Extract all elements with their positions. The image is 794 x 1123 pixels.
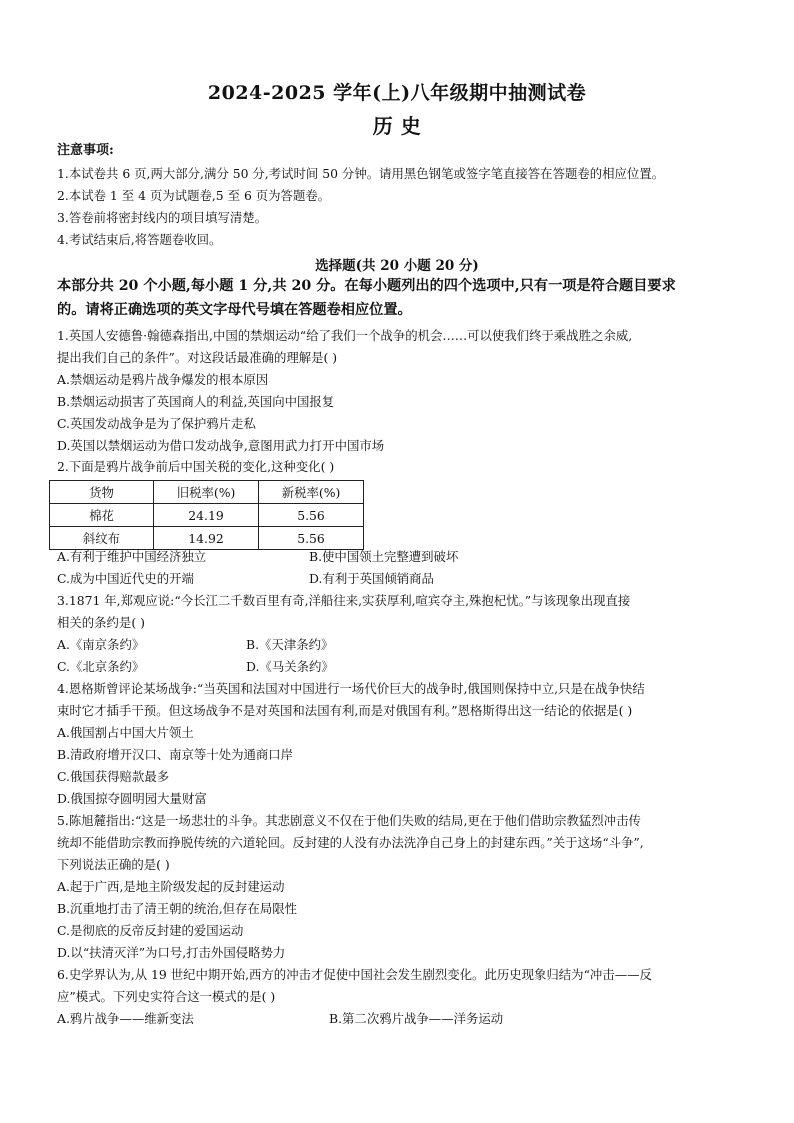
question-stem: 6.史学界认为,从 19 世纪中期开始,西方的冲击才促使中国社会发生剧烈变化。此历史现象归结为“冲击——反	[57, 967, 652, 982]
table-header: 新税率(%)	[259, 481, 364, 504]
option-a: A.起于广西,是地主阶级发起的反封建运动	[57, 879, 285, 894]
option-a: A.鸦片战争——维新变法	[57, 1011, 194, 1026]
table-cell: 棉花	[50, 504, 154, 527]
question-stem: 4.恩格斯曾评论某场战争:“当英国和法国对中国进行一场代价巨大的战争时,俄国则保持中立,只是在战争快结	[57, 681, 645, 696]
question-stem: 5.陈旭麓指出:“这是一场悲壮的斗争。其悲剧意义不仅在于他们失败的结局,更在于他们借助宗教猛烈冲击传	[57, 813, 641, 828]
question-stem: 应”模式。下列史实符合这一模式的是( )	[57, 989, 276, 1004]
question-stem: 2.下面是鸦片战争前后中国关税的变化,这种变化( )	[57, 459, 335, 474]
question-stem: 3.1871 年,郑观应说:“今长江二千数百里有奇,洋船往来,实获厚利,喧宾夺主,殊抱杞忧。”与该现象出现直接	[57, 593, 631, 608]
option-c: C.英国发动战争是为了保护鸦片走私	[57, 416, 256, 431]
table-cell: 5.56	[259, 504, 364, 527]
option-a: A.《南京条约》	[57, 637, 145, 652]
question-stem: 1.英国人安德鲁·翰德森指出,中国的禁烟运动“给了我们一个战争的机会……可以使我们终于乘战胜之余威,	[57, 328, 633, 343]
option-d: D.俄国掠夺圆明园大量财富	[57, 791, 207, 806]
notice-heading: 注意事项:	[57, 143, 114, 158]
section-instruction: 的。请将正确选项的英文字母代号填在答题卷相应位置。	[57, 302, 412, 318]
subject-title: 历 史	[372, 114, 422, 138]
section-title: 选择题(共 20 小题 20 分)	[315, 258, 479, 274]
option-b: B.《天津条约》	[246, 637, 334, 652]
question-stem: 统却不能借助宗教而挣脱传统的六道轮回。反封建的人没有办法洗净自己身上的封建东西。”关于这场“斗争”,	[57, 835, 644, 850]
notice-item: 1.本试卷共 6 页,两大部分,满分 50 分,考试时间 50 分钟。请用黑色钢笔或签字笔直接答在答题卷的相应位置。	[57, 166, 665, 181]
tax-rate-table	[49, 480, 364, 550]
option-d: D.《马关条约》	[246, 659, 334, 674]
table-cell: 24.19	[154, 504, 259, 527]
option-a: A.有利于维护中国经济独立	[57, 549, 207, 564]
table-header-row	[50, 481, 364, 504]
table-cell: 5.56	[259, 527, 364, 550]
question-stem: 提出我们自己的条件”。对这段话最准确的理解是( )	[57, 350, 338, 365]
option-c: C.成为中国近代史的开端	[57, 571, 194, 586]
question-stem: 束时它才插手干预。但这场战争不是对英国和法国有利,而是对俄国有利。”恩格斯得出这一结论的依据是( )	[57, 703, 633, 718]
table-row	[50, 527, 364, 550]
table-cell: 斜纹布	[50, 527, 154, 550]
option-a: A.俄国割占中国大片领土	[57, 725, 194, 740]
option-b: B.清政府增开汉口、南京等十处为通商口岸	[57, 747, 294, 762]
table-header: 货物	[50, 481, 154, 504]
option-d: D.有利于英国倾销商品	[309, 571, 434, 586]
option-c: C.《北京条约》	[57, 659, 145, 674]
table-row	[50, 504, 364, 527]
notice-item: 2.本试卷 1 至 4 页为试题卷,5 至 6 页为答题卷。	[57, 188, 331, 203]
option-b: B.禁烟运动损害了英国商人的利益,英国向中国报复	[57, 394, 335, 409]
question-stem: 下列说法正确的是( )	[57, 857, 170, 872]
section-instruction: 本部分共 20 个小题,每小题 1 分,共 20 分。在每小题列出的四个选项中,只有一项是符合题目要求	[57, 278, 676, 294]
notice-item: 4.考试结束后,将答题卷收回。	[57, 232, 222, 247]
notice-item: 3.答卷前将密封线内的项目填写清楚。	[57, 210, 268, 225]
table-header: 旧税率(%)	[154, 481, 259, 504]
option-d: D.以“扶清灭洋”为口号,打击外国侵略势力	[57, 945, 286, 960]
option-b: B.使中国领土完整遭到破坏	[309, 549, 459, 564]
exam-title: 2024-2025 学年(上)八年级期中抽测试卷	[207, 82, 587, 104]
question-stem: 相关的条约是( )	[57, 615, 145, 630]
table-cell: 14.92	[154, 527, 259, 550]
option-c: C.是彻底的反帝反封建的爱国运动	[57, 923, 244, 938]
option-b: B.第二次鸦片战争——洋务运动	[329, 1011, 504, 1026]
option-a: A.禁烟运动是鸦片战争爆发的根本原因	[57, 372, 269, 387]
option-d: D.英国以禁烟运动为借口发动战争,意图用武力打开中国市场	[57, 438, 385, 453]
option-c: C.俄国获得赔款最多	[57, 769, 170, 784]
option-b: B.沉重地打击了清王朝的统治,但存在局限性	[57, 901, 298, 916]
